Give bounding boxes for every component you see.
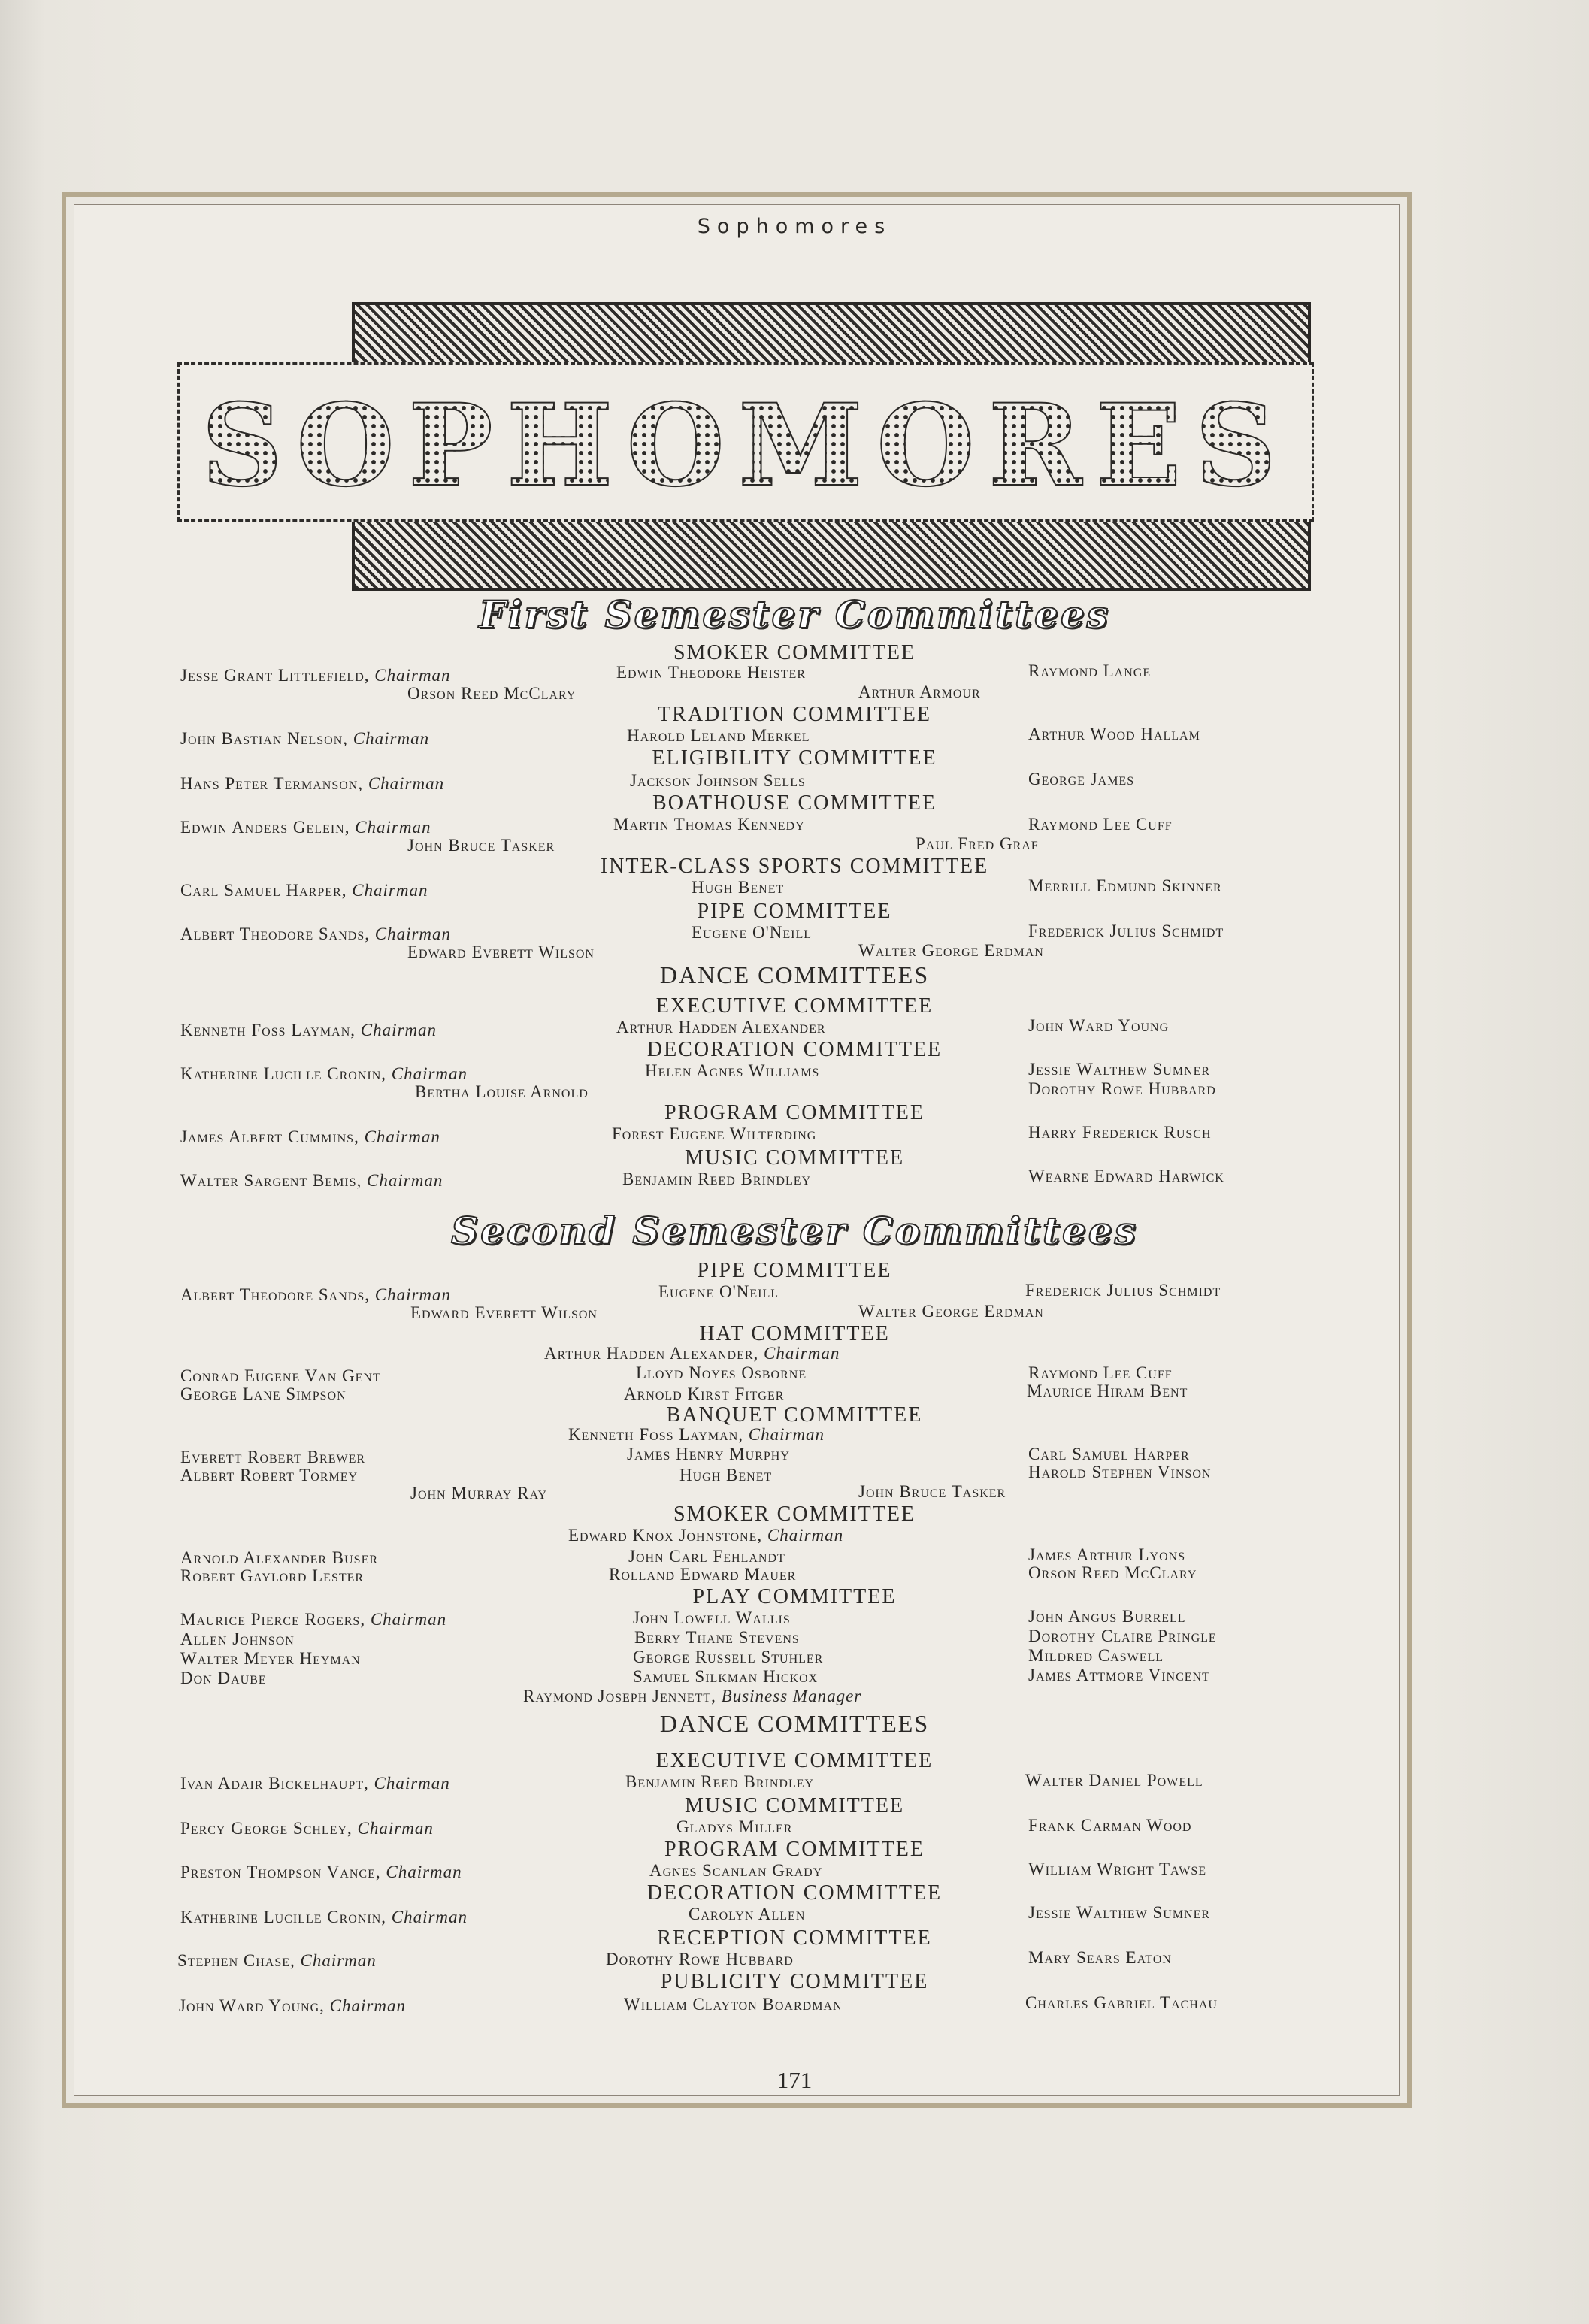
- member-name: Eugene O'Neill: [692, 923, 813, 942]
- committee-heading: HAT COMMITTEE: [699, 1322, 890, 1345]
- committee-heading: EXECUTIVE COMMITTEE: [655, 1749, 934, 1772]
- chairman-entry: Walter Sargent Bemis, Chairman: [180, 1171, 443, 1190]
- member-name: Eugene O'Neill: [658, 1282, 779, 1301]
- dance-committees-heading: DANCE COMMITTEES: [659, 961, 930, 988]
- member-name: Martin Thomas Kennedy: [613, 815, 805, 834]
- chairman-entry: Kenneth Foss Layman, Chairman: [180, 1021, 437, 1039]
- committee-heading: PLAY COMMITTEE: [692, 1585, 897, 1608]
- chairman-entry: Albert Theodore Sands, Chairman: [180, 924, 452, 943]
- chairman-entry: Hans Peter Termanson, Chairman: [180, 774, 445, 793]
- member-name: Albert Robert Tormey: [180, 1466, 359, 1484]
- chairman-entry: Katherine Lucille Cronin, Chairman: [180, 1908, 468, 1926]
- banner-title: SOPHOMORES: [180, 386, 1312, 506]
- member-name: Hugh Benet: [679, 1466, 773, 1484]
- member-name: Don Daube: [180, 1669, 267, 1687]
- chairman-entry: Ivan Adair Bickelhaupt, Chairman: [180, 1774, 450, 1793]
- committee-heading: DECORATION COMMITTEE: [646, 1881, 943, 1905]
- member-name: Walter Meyer Heyman: [180, 1649, 361, 1668]
- chairman-entry: Jesse Grant Littlefield, Chairman: [180, 666, 451, 685]
- member-name: Mildred Caswell: [1028, 1646, 1164, 1665]
- member-name: Frank Carman Wood: [1028, 1816, 1192, 1835]
- committee-heading: SMOKER COMMITTEE: [673, 641, 916, 664]
- member-name: Robert Gaylord Lester: [180, 1566, 365, 1585]
- chairman-entry: Preston Thompson Vance, Chairman: [180, 1863, 462, 1881]
- member-name: Dorothy Rowe Hubbard: [1028, 1079, 1216, 1098]
- member-name: Harold Leland Merkel: [627, 726, 810, 745]
- committee-heading: RECEPTION COMMITTEE: [657, 1926, 932, 1950]
- member-name: Edward Everett Wilson: [407, 943, 595, 961]
- member-name: Orson Reed McClary: [1028, 1563, 1197, 1582]
- committee-heading: INTER-CLASS SPORTS COMMITTEE: [600, 855, 989, 878]
- member-name: Harold Stephen Vinson: [1028, 1463, 1212, 1481]
- committee-heading: BANQUET COMMITTEE: [666, 1403, 923, 1427]
- chairman-entry: Kenneth Foss Layman, Chairman: [568, 1425, 825, 1444]
- member-name: Conrad Eugene Van Gent: [180, 1366, 381, 1385]
- second-semester-title: Second Semester Committees: [451, 1209, 1138, 1253]
- member-name: Paul Fred Graf: [916, 834, 1039, 853]
- member-name: Walter George Erdman: [858, 941, 1044, 960]
- committee-heading: SMOKER COMMITTEE: [673, 1502, 916, 1526]
- member-name: Bertha Louise Arnold: [415, 1082, 589, 1101]
- committee-heading: ELIGIBILITY COMMITTEE: [652, 746, 937, 770]
- member-name: James Henry Murphy: [627, 1445, 790, 1463]
- first-semester-title: First Semester Committees: [479, 592, 1110, 637]
- member-name: Carolyn Allen: [689, 1905, 806, 1923]
- chairman-entry: John Ward Young, Chairman: [179, 1996, 406, 2015]
- member-name: Rolland Edward Mauer: [609, 1565, 797, 1584]
- member-name: Mary Sears Eaton: [1028, 1948, 1172, 1967]
- chairman-entry: Maurice Pierce Rogers, Chairman: [180, 1610, 447, 1629]
- business-manager-entry: Raymond Joseph Jennett, Business Manager: [523, 1687, 862, 1705]
- member-name: Raymond Lee Cuff: [1028, 815, 1173, 834]
- banner-hatch-bottom: [352, 519, 1311, 591]
- member-name: Lloyd Noyes Osborne: [636, 1363, 807, 1382]
- member-name: Agnes Scanlan Grady: [649, 1861, 823, 1880]
- member-name: Maurice Hiram Bent: [1027, 1381, 1188, 1400]
- member-name: John Ward Young: [1028, 1016, 1170, 1035]
- committee-heading: EXECUTIVE COMMITTEE: [655, 994, 934, 1018]
- member-name: Everett Robert Brewer: [180, 1448, 366, 1466]
- chairman-entry: James Albert Cummins, Chairman: [180, 1127, 440, 1146]
- member-name: Dorothy Claire Pringle: [1028, 1626, 1217, 1645]
- dance-committees-heading: DANCE COMMITTEES: [659, 1710, 930, 1737]
- member-name: Hugh Benet: [692, 878, 785, 897]
- member-name: George James: [1028, 770, 1135, 788]
- member-name: Forest Eugene Wilterding: [612, 1124, 817, 1143]
- member-name: Benjamin Reed Brindley: [622, 1170, 812, 1188]
- running-head: Sophomores: [697, 215, 892, 238]
- committee-heading: PUBLICITY COMMITTEE: [660, 1970, 929, 1993]
- member-name: James Arthur Lyons: [1028, 1545, 1186, 1564]
- committee-heading: BOATHOUSE COMMITTEE: [652, 791, 937, 815]
- member-name: Frederick Julius Schmidt: [1025, 1281, 1221, 1300]
- chairman-entry: Percy George Schley, Chairman: [180, 1819, 434, 1838]
- chairman-entry: Edward Knox Johnstone, Chairman: [568, 1526, 844, 1545]
- member-name: Edward Everett Wilson: [410, 1303, 598, 1322]
- committee-heading: MUSIC COMMITTEE: [684, 1146, 905, 1170]
- member-name: Raymond Lange: [1028, 661, 1152, 680]
- member-name: Arthur Armour: [858, 682, 981, 701]
- member-name: Merrill Edmund Skinner: [1028, 876, 1222, 895]
- member-name: Raymond Lee Cuff: [1028, 1363, 1173, 1382]
- member-name: Walter George Erdman: [858, 1302, 1044, 1321]
- member-name: Orson Reed McClary: [407, 684, 577, 703]
- member-name: James Attmore Vincent: [1028, 1666, 1210, 1684]
- member-name: Allen Johnson: [180, 1630, 295, 1648]
- committee-heading: PROGRAM COMMITTEE: [664, 1101, 925, 1124]
- member-name: John Bruce Tasker: [407, 836, 555, 855]
- member-name: John Angus Burrell: [1028, 1607, 1186, 1626]
- member-name: Arnold Kirst Fitger: [624, 1384, 785, 1403]
- member-name: William Clayton Boardman: [624, 1995, 843, 2014]
- member-name: Wearne Edward Harwick: [1028, 1167, 1224, 1185]
- member-name: Jessie Walthew Sumner: [1028, 1060, 1211, 1079]
- member-name: Samuel Silkman Hickox: [633, 1667, 819, 1686]
- chairman-entry: Carl Samuel Harper, Chairman: [180, 881, 428, 900]
- committee-heading: MUSIC COMMITTEE: [684, 1794, 905, 1817]
- committee-heading: PIPE COMMITTEE: [697, 900, 892, 923]
- member-name: Arnold Alexander Buser: [180, 1548, 379, 1567]
- committee-heading: DECORATION COMMITTEE: [646, 1038, 943, 1061]
- chairman-entry: Arthur Hadden Alexander, Chairman: [544, 1344, 840, 1363]
- member-name: Dorothy Rowe Hubbard: [606, 1950, 794, 1968]
- chairman-entry: Stephen Chase, Chairman: [177, 1951, 377, 1970]
- chairman-entry: Albert Theodore Sands, Chairman: [180, 1285, 452, 1304]
- member-name: Benjamin Reed Brindley: [625, 1772, 815, 1791]
- member-name: John Lowell Wallis: [633, 1608, 791, 1627]
- member-name: Arthur Wood Hallam: [1028, 725, 1200, 743]
- title-banner: [177, 302, 1314, 585]
- member-name: Gladys Miller: [676, 1817, 793, 1836]
- member-name: Arthur Hadden Alexander: [616, 1018, 826, 1036]
- member-name: Helen Agnes Williams: [645, 1061, 820, 1080]
- member-name: Edwin Theodore Heister: [616, 663, 806, 682]
- member-name: Berry Thane Stevens: [634, 1628, 800, 1647]
- member-name: Jessie Walthew Sumner: [1028, 1903, 1211, 1922]
- committee-heading: PROGRAM COMMITTEE: [664, 1838, 925, 1861]
- banner-plate: [177, 362, 1314, 522]
- member-name: George Lane Simpson: [180, 1384, 347, 1403]
- chairman-entry: Edwin Anders Gelein, Chairman: [180, 818, 431, 837]
- member-name: William Wright Tawse: [1028, 1860, 1207, 1878]
- member-name: John Murray Ray: [410, 1484, 548, 1502]
- member-name: Charles Gabriel Tachau: [1025, 1993, 1218, 2012]
- chairman-entry: Katherine Lucille Cronin, Chairman: [180, 1064, 468, 1083]
- member-name: Jackson Johnson Sells: [630, 771, 806, 790]
- member-name: George Russell Stuhler: [633, 1648, 824, 1666]
- committee-heading: TRADITION COMMITTEE: [658, 703, 931, 726]
- member-name: John Carl Fehlandt: [628, 1547, 785, 1566]
- committee-heading: PIPE COMMITTEE: [697, 1259, 892, 1282]
- member-name: Walter Daniel Powell: [1025, 1771, 1203, 1790]
- page-number: 171: [776, 2067, 813, 2093]
- chairman-entry: John Bastian Nelson, Chairman: [180, 729, 430, 748]
- member-name: Frederick Julius Schmidt: [1028, 921, 1224, 940]
- member-name: John Bruce Tasker: [858, 1482, 1006, 1501]
- member-name: Harry Frederick Rusch: [1028, 1123, 1212, 1142]
- member-name: Carl Samuel Harper: [1028, 1445, 1190, 1463]
